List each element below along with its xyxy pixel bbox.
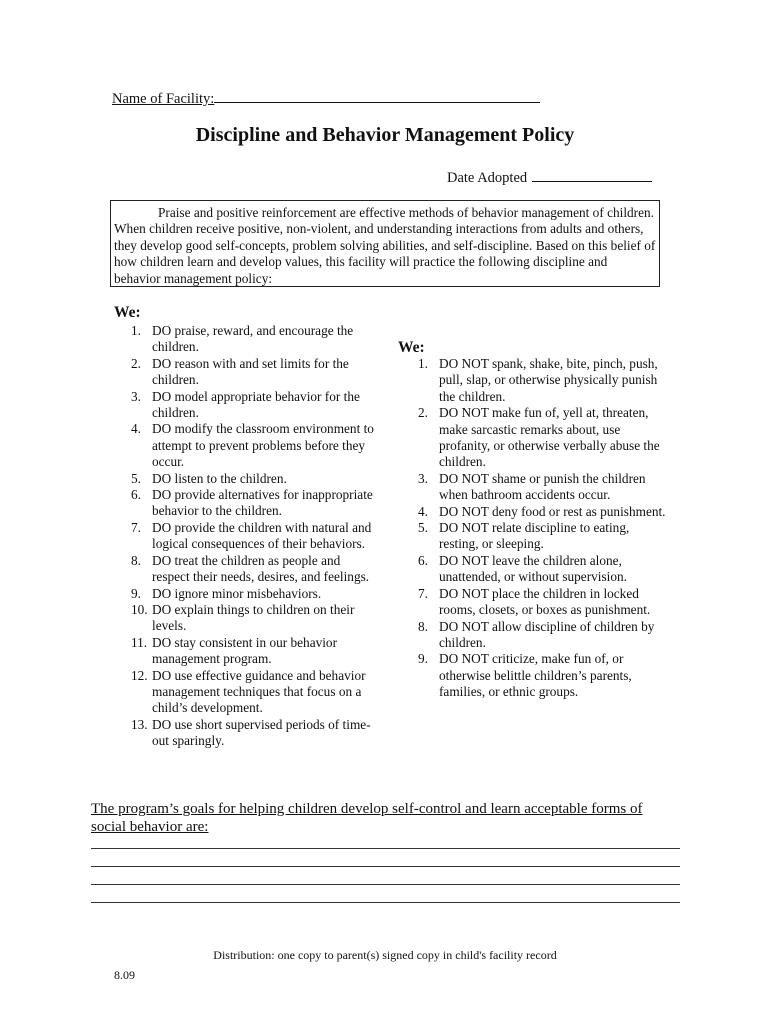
list-item-text: DO NOT relate discipline to eating, resting, or sleeping.	[439, 520, 630, 552]
do-list-item	[131, 487, 381, 520]
do-list-item	[131, 602, 381, 635]
form-version: 8.09	[114, 968, 135, 982]
do-list-item	[131, 553, 381, 586]
list-item-number: 5.	[418, 520, 428, 536]
list-item-number: 1.	[131, 323, 141, 338]
date-adopted-blank[interactable]	[532, 167, 652, 182]
page-title: Discipline and Behavior Management Policy	[195, 124, 575, 146]
list-item-number: 6.	[418, 552, 428, 568]
intro-box: Praise and positive reinforcement are effective methods of behavior management of children. When children receive positive, non-violent, and understanding interactions from adults and others, they develop good self-concepts, problem solving abilities, and self-discipline. Based on this belief of how children learn and develop values, this facility will practice the following discipline and behavior management policy:	[110, 200, 660, 287]
do-not-list-item	[418, 356, 668, 405]
list-item-number: 7.	[131, 519, 141, 535]
list-item-text: DO NOT shame or punish the children when bathroom accidents occur.	[439, 470, 646, 503]
list-item-number: 1.	[418, 356, 428, 371]
goals-answer-line[interactable]	[91, 902, 680, 903]
list-item-number: 8.	[418, 618, 428, 634]
list-item-text: DO model appropriate behavior for the children.	[152, 388, 360, 421]
list-item-text: DO reason with and set limits for the children.	[152, 355, 349, 388]
list-item-text: DO use effective guidance and behavior management techniques that focus on a child’s development.	[152, 667, 366, 716]
list-item-number: 3.	[131, 388, 141, 404]
do-list-heading: We:	[114, 304, 141, 321]
facility-name-field	[112, 88, 540, 108]
do-not-list-item	[418, 520, 668, 553]
list-item-text: DO provide the children with natural and logical consequences of their behaviors.	[152, 519, 372, 552]
date-adopted-field	[447, 167, 652, 187]
list-item-text: DO NOT criticize, make fun of, or otherwise belittle children’s parents, families, or ethnic groups.	[439, 651, 632, 700]
do-not-list-item	[418, 586, 668, 619]
do-list-item	[131, 323, 381, 356]
list-item-number: 9.	[131, 585, 141, 601]
list-item-number: 9.	[418, 651, 428, 667]
do-not-list-item	[418, 651, 668, 700]
list-item-number: 4.	[418, 503, 428, 519]
do-list-item	[131, 356, 381, 389]
list-item-text: DO praise, reward, and encourage the children.	[152, 323, 354, 355]
do-list-item	[131, 717, 381, 750]
do-list-item	[131, 668, 381, 717]
do-list-item	[131, 471, 381, 487]
list-item-number: 2.	[418, 405, 428, 421]
do-not-list	[418, 356, 668, 701]
list-item-text: DO treat the children as people and respect their needs, desires, and feelings.	[152, 552, 370, 585]
goals-answer-line[interactable]	[91, 866, 680, 867]
facility-name-blank[interactable]	[214, 88, 540, 103]
list-item-text: DO listen to the children.	[152, 470, 287, 486]
list-item-number: 8.	[131, 552, 141, 568]
goals-answer-line[interactable]	[91, 848, 680, 849]
list-item-text: DO NOT place the children in locked rooms, closets, or boxes as punishment.	[439, 585, 651, 618]
list-item-number: 2.	[131, 355, 141, 371]
list-item-number: 11.	[131, 634, 148, 650]
date-adopted-label: Date Adopted	[447, 170, 528, 186]
do-not-list-item	[418, 504, 668, 520]
list-item-number: 3.	[418, 470, 428, 486]
list-item-text: DO NOT spank, shake, bite, pinch, push, pull, slap, or otherwise physically punish the children.	[439, 356, 658, 404]
do-not-list-item	[418, 405, 668, 471]
list-item-number: 12.	[131, 667, 148, 683]
list-item-text: DO ignore minor misbehaviors.	[152, 585, 322, 601]
list-item-text: DO stay consistent in our behavior management program.	[152, 634, 338, 667]
list-item-number: 4.	[131, 421, 141, 437]
list-item-number: 10.	[131, 601, 148, 617]
do-list	[131, 323, 381, 750]
distribution-note: Distribution: one copy to parent(s) signed copy in child's facility record	[213, 948, 557, 962]
do-list-item	[131, 586, 381, 602]
do-list-item	[131, 421, 381, 470]
list-item-text: DO NOT leave the children alone, unattended, or without supervision.	[439, 552, 627, 585]
list-item-text: DO explain things to children on their levels.	[152, 601, 355, 634]
list-item-text: DO provide alternatives for inappropriate behavior to the children.	[152, 487, 373, 519]
do-not-list-item	[418, 471, 668, 504]
list-item-text: DO modify the classroom environment to attempt to prevent problems before they occur.	[152, 421, 374, 470]
goals-answer-line[interactable]	[91, 884, 680, 885]
list-item-number: 5.	[131, 470, 141, 486]
do-list-item	[131, 635, 381, 668]
do-not-list-item	[418, 553, 668, 586]
list-item-number: 7.	[418, 585, 428, 601]
list-item-text: DO NOT make fun of, yell at, threaten, make sarcastic remarks about, use profanity, or otherwise verbally abuse the children.	[439, 405, 660, 470]
goals-prompt: The program’s goals for helping children develop self-control and learn acceptable forms of social behavior are:	[91, 801, 643, 835]
facility-label: Name of Facility:	[112, 91, 215, 107]
do-list-item	[131, 520, 381, 553]
list-item-text: DO use short supervised periods of time-out sparingly.	[152, 716, 371, 749]
do-list-item	[131, 389, 381, 422]
do-not-list-item	[418, 619, 668, 652]
list-item-number: 13.	[131, 716, 148, 732]
list-item-text: DO NOT allow discipline of children by children.	[439, 618, 655, 650]
do-not-list-heading: We:	[398, 339, 425, 356]
list-item-text: DO NOT deny food or rest as punishment.	[439, 503, 666, 519]
list-item-number: 6.	[131, 487, 141, 503]
